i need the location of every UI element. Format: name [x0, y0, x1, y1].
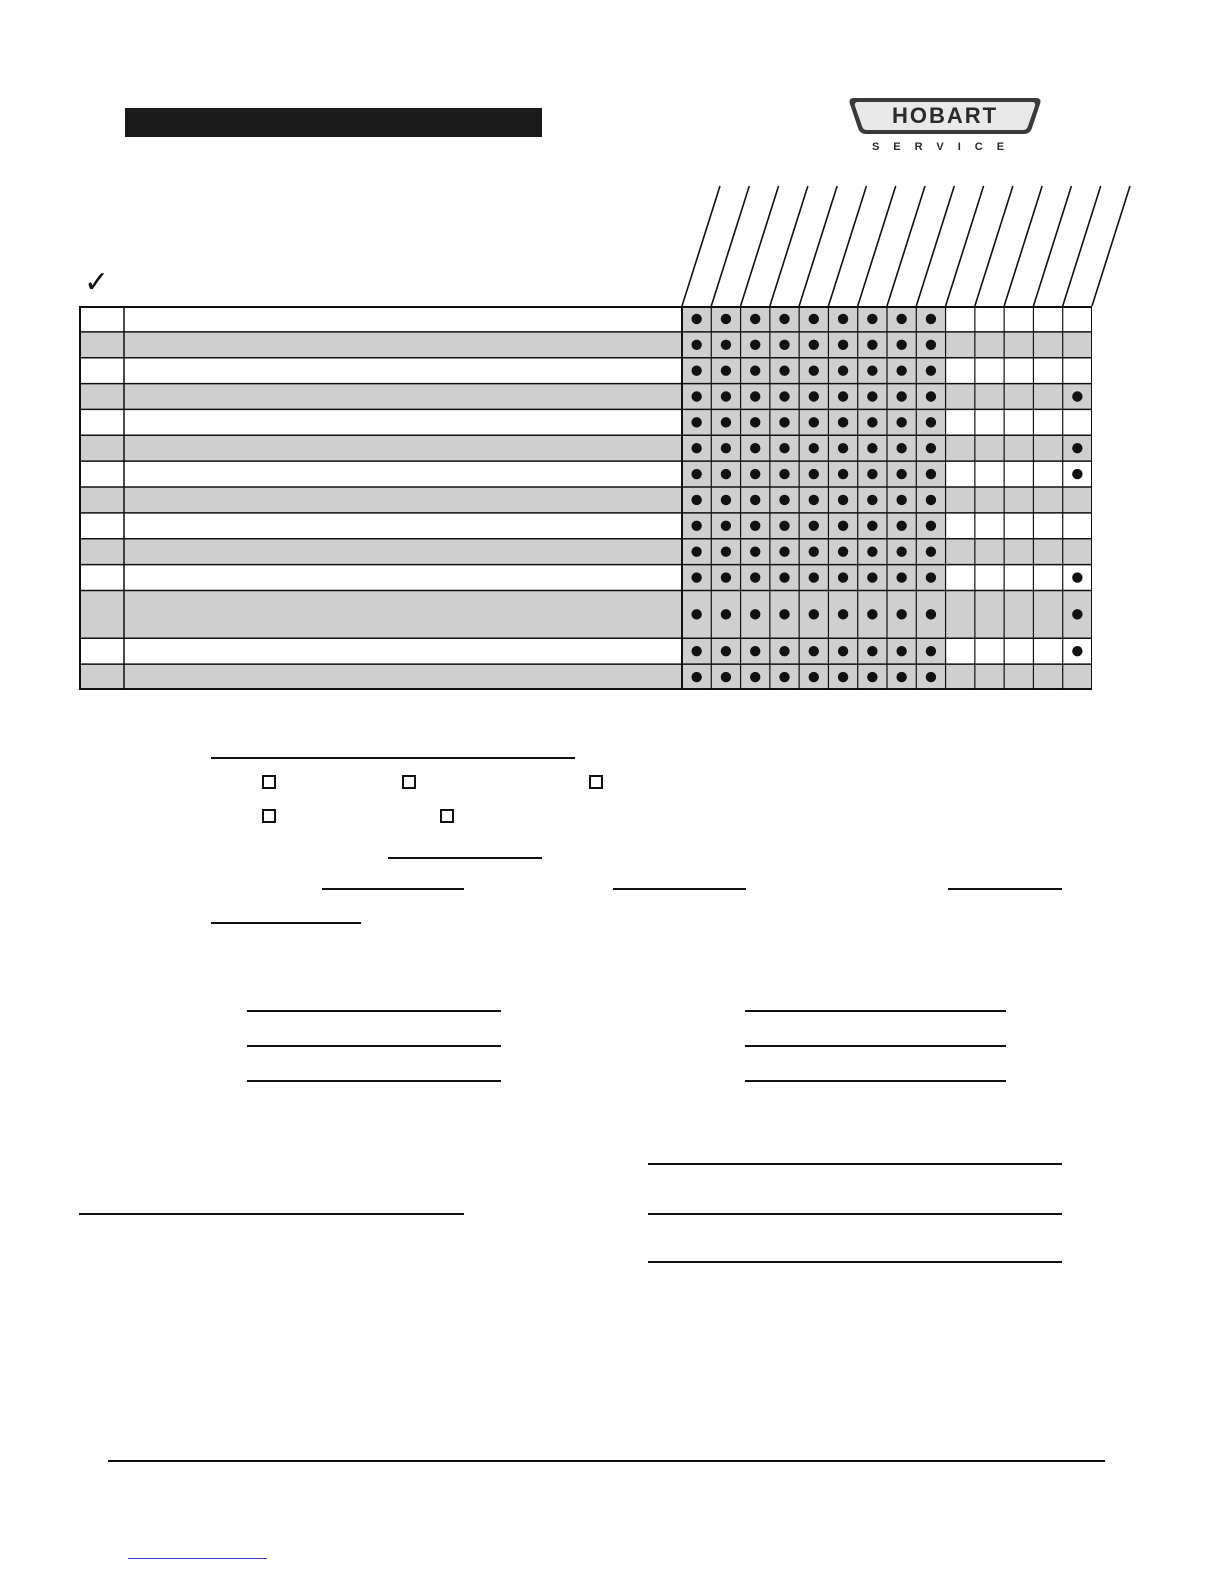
dot-marker [691, 609, 701, 619]
dot-marker [750, 646, 760, 656]
dot-marker [721, 417, 731, 427]
dot-marker [838, 546, 848, 556]
field-line-10[interactable] [745, 1010, 1006, 1012]
field-line-1[interactable] [211, 757, 575, 759]
dot-marker [721, 443, 731, 453]
dot-marker [750, 469, 760, 479]
dot-marker [779, 521, 789, 531]
dot-marker [896, 495, 906, 505]
dot-marker [926, 609, 936, 619]
column-header-line [916, 186, 954, 306]
dot-marker [867, 609, 877, 619]
dot-marker [926, 365, 936, 375]
dot-marker [779, 572, 789, 582]
dot-marker [750, 340, 760, 350]
dot-marker [779, 646, 789, 656]
field-line-3[interactable] [322, 888, 464, 890]
field-line-7[interactable] [247, 1010, 501, 1012]
dot-marker [926, 391, 936, 401]
dot-marker [721, 646, 731, 656]
dot-marker [867, 546, 877, 556]
dot-marker [721, 572, 731, 582]
column-header-line [858, 186, 896, 306]
dot-marker [926, 314, 936, 324]
dot-marker [721, 391, 731, 401]
dot-marker [838, 609, 848, 619]
footer-link-underline[interactable] [128, 1558, 267, 1559]
dot-marker [779, 340, 789, 350]
dot-marker [1072, 443, 1082, 453]
dot-marker [838, 340, 848, 350]
dot-marker [867, 495, 877, 505]
checklist-grid [79, 306, 1092, 690]
column-header-line [887, 186, 925, 306]
dot-marker [779, 495, 789, 505]
dot-marker [721, 672, 731, 682]
column-header-line [682, 186, 720, 306]
dot-marker [691, 365, 701, 375]
dot-marker [867, 340, 877, 350]
dot-marker [896, 443, 906, 453]
dot-marker [896, 469, 906, 479]
dot-marker [1072, 572, 1082, 582]
dot-marker [867, 469, 877, 479]
dot-marker [750, 443, 760, 453]
column-header-line [1092, 186, 1130, 306]
dot-marker [779, 546, 789, 556]
dot-marker [867, 572, 877, 582]
dot-marker [691, 391, 701, 401]
dot-marker [838, 443, 848, 453]
option-checkbox-1[interactable] [262, 775, 276, 789]
dot-marker [896, 609, 906, 619]
dot-marker [721, 495, 731, 505]
dot-marker [867, 672, 877, 682]
dot-marker [691, 546, 701, 556]
dot-marker [838, 365, 848, 375]
option-checkbox-4[interactable] [262, 809, 276, 823]
dot-marker [779, 314, 789, 324]
dot-marker [1072, 609, 1082, 619]
dot-marker [721, 469, 731, 479]
dot-marker [838, 469, 848, 479]
dot-marker [896, 417, 906, 427]
dot-marker [779, 469, 789, 479]
dot-marker [809, 521, 819, 531]
field-line-11[interactable] [745, 1045, 1006, 1047]
field-line-9[interactable] [247, 1080, 501, 1082]
dot-marker [750, 521, 760, 531]
logo-brand-text: HOBART [891, 103, 999, 128]
column-header-line [975, 186, 1013, 306]
dot-marker [691, 340, 701, 350]
dot-marker [809, 672, 819, 682]
dot-marker [896, 391, 906, 401]
dot-marker [838, 572, 848, 582]
dot-marker [838, 646, 848, 656]
field-line-14[interactable] [648, 1213, 1062, 1215]
dot-marker [750, 572, 760, 582]
title-bar [125, 108, 542, 137]
dot-marker [926, 646, 936, 656]
dot-marker [809, 314, 819, 324]
field-line-4[interactable] [613, 888, 746, 890]
dot-marker [691, 495, 701, 505]
dot-marker [750, 391, 760, 401]
field-line-13[interactable] [648, 1163, 1062, 1165]
dot-marker [867, 314, 877, 324]
dot-marker [896, 646, 906, 656]
dot-marker [691, 572, 701, 582]
dot-marker [867, 391, 877, 401]
dot-marker [896, 340, 906, 350]
dot-marker [750, 546, 760, 556]
dot-marker [809, 546, 819, 556]
dot-marker [809, 340, 819, 350]
dot-marker [926, 572, 936, 582]
dot-marker [691, 314, 701, 324]
field-line-12[interactable] [745, 1080, 1006, 1082]
dot-marker [809, 391, 819, 401]
dot-marker [867, 417, 877, 427]
option-checkbox-2[interactable] [402, 775, 416, 789]
dot-marker [721, 609, 731, 619]
column-header-line [1063, 186, 1101, 306]
field-line-6[interactable] [211, 922, 361, 924]
column-header-line [828, 186, 866, 306]
dot-marker [926, 546, 936, 556]
dot-marker [838, 417, 848, 427]
dot-marker [896, 546, 906, 556]
footer-rule [108, 1460, 1105, 1462]
dot-marker [896, 314, 906, 324]
dot-marker [750, 365, 760, 375]
dot-marker [691, 672, 701, 682]
dot-marker [838, 314, 848, 324]
dot-marker [896, 672, 906, 682]
dot-marker [721, 314, 731, 324]
dot-marker [721, 340, 731, 350]
dot-marker [1072, 469, 1082, 479]
dot-marker [1072, 391, 1082, 401]
dot-marker [779, 609, 789, 619]
dot-marker [926, 443, 936, 453]
dot-marker [809, 646, 819, 656]
logo-tagline-text: SERVICE [871, 141, 1019, 153]
check-icon: ✓ [84, 266, 110, 299]
dot-marker [779, 365, 789, 375]
column-header-line [946, 186, 984, 306]
dot-marker [838, 391, 848, 401]
dot-marker [750, 609, 760, 619]
dot-marker [779, 417, 789, 427]
dot-marker [750, 314, 760, 324]
field-line-2[interactable] [388, 857, 542, 859]
dot-marker [926, 417, 936, 427]
field-line-5[interactable] [948, 888, 1062, 890]
dot-marker [691, 443, 701, 453]
signature-line[interactable] [79, 1213, 464, 1215]
column-header-line [799, 186, 837, 306]
dot-marker [779, 443, 789, 453]
dot-marker [779, 672, 789, 682]
dot-marker [721, 546, 731, 556]
dot-marker [926, 469, 936, 479]
dot-marker [867, 443, 877, 453]
dot-marker [867, 646, 877, 656]
column-header-line [741, 186, 779, 306]
dot-marker [867, 521, 877, 531]
column-header-line [711, 186, 749, 306]
dot-marker [750, 417, 760, 427]
dot-marker [926, 340, 936, 350]
dot-marker [867, 365, 877, 375]
field-line-15[interactable] [648, 1261, 1062, 1263]
dot-marker [721, 365, 731, 375]
dot-marker [896, 521, 906, 531]
dot-marker [691, 469, 701, 479]
dot-marker [926, 495, 936, 505]
hobart-logo [840, 94, 1050, 156]
dot-marker [838, 521, 848, 531]
dot-marker [809, 495, 819, 505]
dot-marker [779, 391, 789, 401]
dot-marker [896, 572, 906, 582]
option-checkbox-3[interactable] [589, 775, 603, 789]
column-header-line [1033, 186, 1071, 306]
dot-marker [809, 443, 819, 453]
dot-marker [838, 672, 848, 682]
dot-marker [926, 521, 936, 531]
field-line-8[interactable] [247, 1045, 501, 1047]
dot-marker [691, 646, 701, 656]
column-header-lines [660, 180, 1140, 310]
dot-marker [838, 495, 848, 505]
dot-marker [926, 672, 936, 682]
dot-marker [809, 609, 819, 619]
dot-marker [809, 469, 819, 479]
column-header-line [1004, 186, 1042, 306]
dot-marker [1072, 646, 1082, 656]
dot-marker [809, 572, 819, 582]
dot-marker [750, 495, 760, 505]
dot-marker [721, 521, 731, 531]
column-header-line [770, 186, 808, 306]
dot-marker [809, 417, 819, 427]
dot-marker [691, 417, 701, 427]
dot-marker [691, 521, 701, 531]
dot-marker [896, 365, 906, 375]
option-checkbox-5[interactable] [440, 809, 454, 823]
dot-marker [750, 672, 760, 682]
dot-marker [809, 365, 819, 375]
